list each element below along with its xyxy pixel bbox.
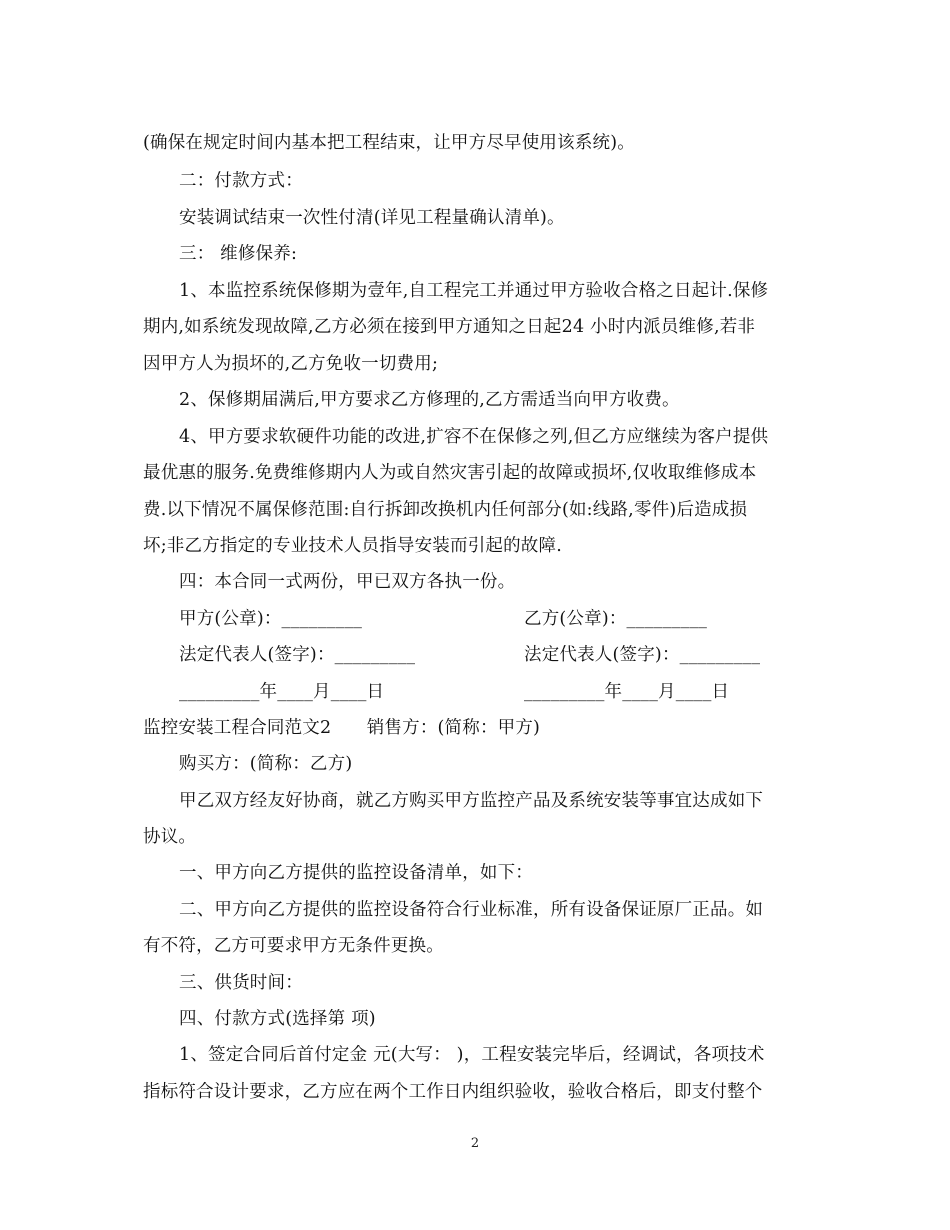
section-heading-copies: 四：本合同一式两份，甲已双方各执一份。 (179, 572, 516, 592)
paragraph-line: 期内,如系统发现故障,乙方必须在接到甲方通知之日起24 小时内派员维修,若非 (143, 317, 756, 337)
party-b-date-field: _________年____月____日 (524, 682, 730, 702)
paragraph-line: 协议。 (143, 827, 197, 847)
section-heading-payment-method: 四、付款方式(选择第 项) (179, 1009, 376, 1029)
party-a-seal-field: 甲方(公章)：_________ (179, 609, 363, 629)
paragraph-line: 二、甲方向乙方提供的监控设备符合行业标准，所有设备保证原厂正品。如 (179, 900, 764, 920)
section-heading-payment: 二：付款方式： (179, 171, 303, 191)
paragraph-line: 指标符合设计要求，乙方应在两个工作日内组织验收，验收合格后，即支付整个 (143, 1082, 763, 1102)
paragraph-line: 有不符，乙方可要求甲方无条件更换。 (143, 936, 444, 956)
paragraph-line: (确保在规定时间内基本把工程结束，让甲方尽早使用该系统)。 (143, 133, 635, 153)
party-a-date-field: _________年____月____日 (179, 682, 385, 702)
paragraph-line: 最优惠的服务.免费维修期内人为或自然灾害引起的故障或损坏,仅收取维修成本 (143, 463, 757, 483)
paragraph-line: 因甲方人为损坏的,乙方免收一切费用; (143, 354, 439, 374)
party-b-representative-field: 法定代表人(签字)：_________ (524, 645, 761, 665)
section-heading-delivery: 三、供货时间： (179, 973, 303, 993)
paragraph-line: 4、甲方要求软硬件功能的改进,扩容不在保修之列,但乙方应继续为客户提供 (179, 427, 769, 447)
paragraph-line: 费.以下情况不属保修范围:自行拆卸改换机内任何部分(如:线路,零件)后造成损 (143, 500, 748, 520)
second-contract-title: 监控安装工程合同范文2 销售方：(简称：甲方) (143, 718, 541, 738)
paragraph-line: 1、签定合同后首付定金 元(大写： )，工程安装完毕后，经调试，各项技术 (179, 1045, 765, 1065)
paragraph-line: 坏;非乙方指定的专业技术人员指导安装而引起的故障. (143, 536, 562, 556)
party-a-representative-field: 法定代表人(签字)：_________ (179, 645, 416, 665)
paragraph-line: 购买方：(简称：乙方) (179, 754, 353, 774)
paragraph-line: 1、本监控系统保修期为壹年,自工程完工并通过甲方验收合格之日起计.保修 (179, 281, 769, 301)
party-b-seal-field: 乙方(公章)：_________ (524, 609, 708, 629)
paragraph-line: 甲乙双方经友好协商，就乙方购买甲方监控产品及系统安装等事宜达成如下 (179, 791, 764, 811)
paragraph-line: 一、甲方向乙方提供的监控设备清单，如下： (179, 863, 533, 883)
paragraph-line: 安装调试结束一次性付清(详见工程量确认清单)。 (179, 208, 565, 228)
page-number: 2 (470, 1136, 480, 1151)
paragraph-line: 2、保修期届满后,甲方要求乙方修理的,乙方需适当向甲方收费。 (179, 390, 680, 410)
section-heading-maintenance: 三： 维修保养: (179, 244, 298, 264)
